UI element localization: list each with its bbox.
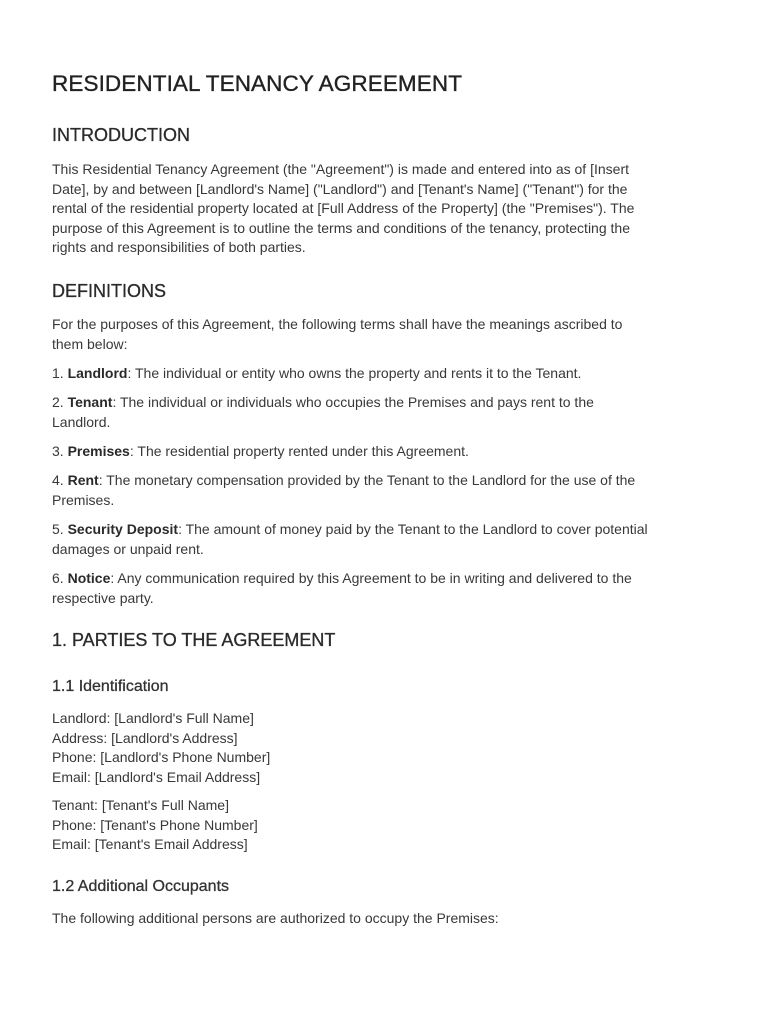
landlord-address: Address: [Landlord's Address] bbox=[52, 729, 238, 746]
definition-text: : The residential property rented under this Agreement. bbox=[129, 443, 469, 459]
definition-text-continued: Landlord. bbox=[52, 413, 111, 430]
definition-item-landlord bbox=[52, 364, 722, 384]
definitions-intro bbox=[52, 315, 722, 354]
definition-text-continued: Premises. bbox=[52, 491, 115, 508]
text-line: rental of the residential property located at [Full Address of the Property] (the "Premises"). The bbox=[52, 200, 635, 217]
parties-heading: 1. PARTIES TO THE AGREEMENT bbox=[52, 630, 336, 650]
tenant-name: Tenant: [Tenant's Full Name] bbox=[52, 797, 229, 813]
definition-item-rent bbox=[52, 471, 722, 510]
definition-text-continued: respective party. bbox=[52, 589, 154, 606]
text-line: rights and responsibilities of both parties. bbox=[52, 239, 306, 256]
definition-text: : The individual or entity who owns the property and rents it to the Tenant. bbox=[127, 365, 582, 381]
tenant-email: Email: [Tenant's Email Address] bbox=[52, 836, 248, 853]
tenant-details bbox=[52, 796, 722, 855]
definition-item-notice bbox=[52, 569, 722, 608]
definition-term: Security Deposit bbox=[67, 521, 179, 537]
text-line: This Residential Tenancy Agreement (the "Agreement") is made and entered into as of [Insert bbox=[52, 161, 629, 177]
definition-item-premises bbox=[52, 442, 722, 462]
text-line: For the purposes of this Agreement, the following terms shall have the meanings ascribed to bbox=[52, 316, 623, 332]
definition-term: Notice bbox=[67, 570, 111, 586]
definition-term: Tenant bbox=[67, 394, 113, 410]
definition-term: Rent bbox=[67, 472, 99, 488]
landlord-phone: Phone: [Landlord's Phone Number] bbox=[52, 749, 271, 766]
definition-text-continued: damages or unpaid rent. bbox=[52, 540, 204, 557]
tenant-phone: Phone: [Tenant's Phone Number] bbox=[52, 816, 258, 833]
identification-heading: 1.1 Identification bbox=[52, 678, 169, 695]
landlord-name: Landlord: [Landlord's Full Name] bbox=[52, 710, 254, 726]
definition-text: : Any communication required by this Agreement to be in writing and delivered to the bbox=[110, 570, 632, 586]
additional-occupants-text: The following additional persons are authorized to occupy the Premises: bbox=[52, 910, 499, 926]
definition-number: 1. bbox=[52, 365, 64, 381]
definition-text: : The monetary compensation provided by the Tenant to the Landlord for the use of the bbox=[98, 472, 636, 488]
definition-number: 6. bbox=[52, 570, 64, 586]
text-line: purpose of this Agreement is to outline the terms and conditions of the tenancy, protecting the bbox=[52, 219, 630, 236]
landlord-email: Email: [Landlord's Email Address] bbox=[52, 768, 261, 785]
text-line: Date], by and between [Landlord's Name] ("Landlord") and [Tenant's Name] ("Tenant") for the bbox=[52, 180, 628, 197]
additional-occupants-heading: 1.2 Additional Occupants bbox=[52, 878, 230, 895]
definition-number: 5. bbox=[52, 521, 64, 537]
definition-item-security-deposit bbox=[52, 520, 722, 559]
introduction-heading: INTRODUCTION bbox=[52, 125, 190, 145]
definition-text: : The individual or individuals who occupies the Premises and pays rent to the bbox=[112, 394, 594, 410]
introduction-paragraph bbox=[52, 160, 722, 258]
definition-number: 4. bbox=[52, 472, 64, 488]
document-title: RESIDENTIAL TENANCY AGREEMENT bbox=[52, 71, 463, 96]
definition-text: : The amount of money paid by the Tenant to the Landlord to cover potential bbox=[178, 521, 648, 537]
landlord-details bbox=[52, 709, 722, 787]
definition-term: Landlord bbox=[67, 365, 128, 381]
text-line: them below: bbox=[52, 335, 128, 352]
definition-term: Premises bbox=[67, 443, 130, 459]
definitions-heading: DEFINITIONS bbox=[52, 281, 167, 301]
definition-number: 2. bbox=[52, 394, 64, 410]
definition-number: 3. bbox=[52, 443, 64, 459]
definition-item-tenant bbox=[52, 393, 722, 432]
